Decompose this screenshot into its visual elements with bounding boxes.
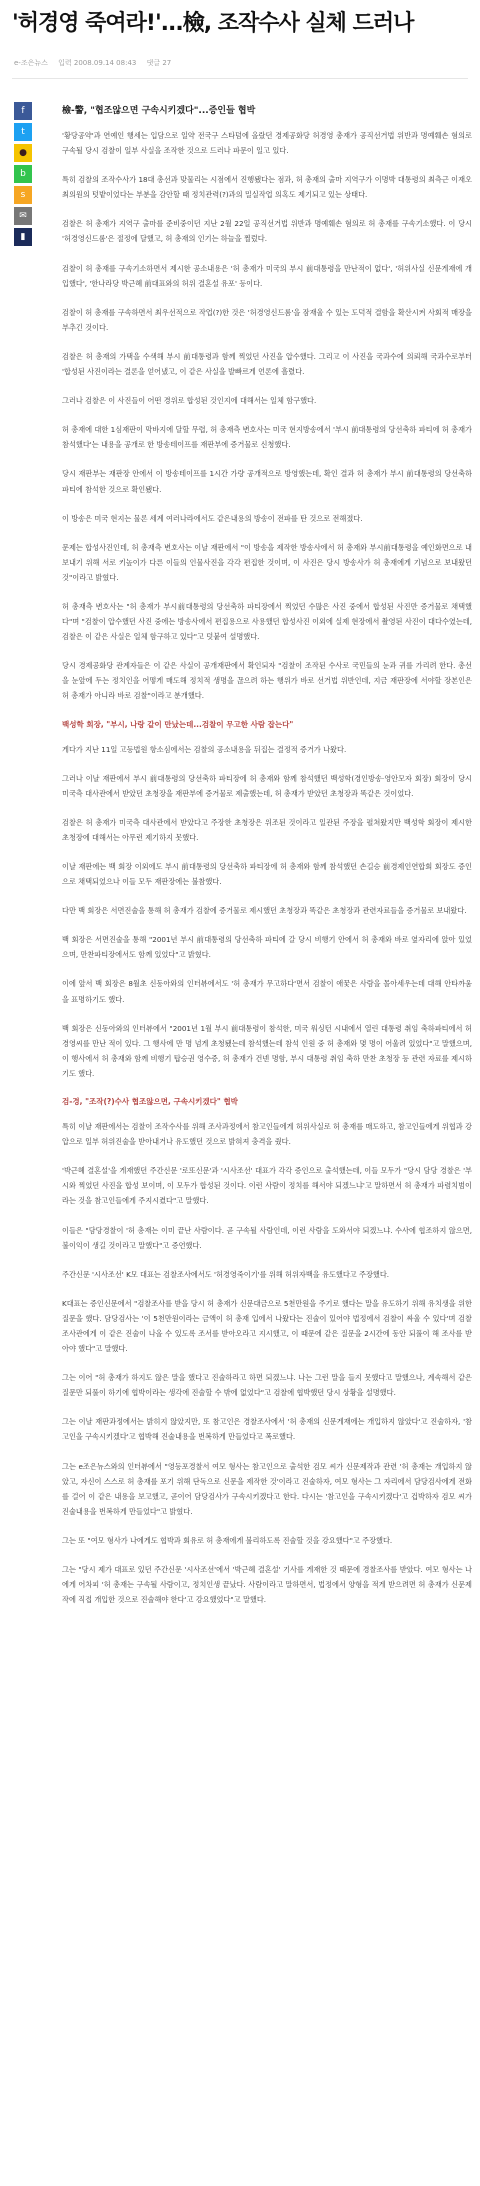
paragraph: 이에 앞서 백 회장은 8월초 신동아와의 인터뷰에서도 '허 총재가 무고하다'면서 검찰이 애꿎은 사람을 몰아세우는데 대해 안타까움을 표명하기도 했다. bbox=[62, 979, 472, 1004]
paragraph: 게다가 지난 11일 고등법원 항소심에서는 검찰의 공소내용을 뒤집는 결정적 증거가 나왔다. bbox=[62, 744, 347, 754]
paragraph: 이 방송은 미국 현지는 물론 세계 여러나라에서도 같은내용의 방송이 전파를 탄 것으로 전해졌다. bbox=[62, 513, 363, 523]
paragraph: 검찰은 허 총재의 가택을 수색해 부시 前대통령과 함께 찍었던 사진을 압수했다. 그리고 이 사진을 국과수에 의뢰해 국과수로부터 '합성된 사진이라는 결론을 얻어냈고, 이 같은 사실을 발빠르게 언론에 흘렸다. bbox=[62, 351, 472, 377]
paragraph: 검찰은 허 총재가 지역구 출마를 준비중이던 지난 2월 22일 공직선거법 위반과 명예훼손 혐의로 허 총재를 구속기소했다. 이 당시 '허경영신드롬'은 절정에 달했고, 허 총재의 인기는 하늘을 찔렀다. bbox=[62, 219, 472, 244]
paragraph: 그는 또 "여모 형사가 나에게도 협박과 회유로 허 총재에게 불리하도록 진술할 것을 강요했다"고 주장했다. bbox=[62, 1535, 393, 1545]
section-heading: 검-경, "조작(?)수사 협조않으면, 구속시키겠다" 협박 bbox=[62, 1097, 238, 1107]
paragraph: 검찰이 허 총재를 구속기소하면서 제시한 공소내용은 '허 총재가 미국의 부시 前대통령을 만난적이 없다', '허위사실 신문게재에 개입했다', '한나라당 박근혜 前대표와의 허위 결혼설 유포' 등이다. bbox=[62, 263, 472, 288]
paragraph: 특히 검찰의 조작수사가 18대 총선과 맞물리는 시점에서 진행됐다는 점과, 허 총재의 출마 지역구가 이명박 대통령의 최측근 이재오 최의원의 텃밭이었다는 부분을 감안할 때 정치관력(?)과의 밀실작업 의혹도 제기되고 있는 상태다. bbox=[62, 175, 472, 200]
paragraph: 주간신문 '시사조선' K모 대표는 검찰조사에서도 '허경영죽이기'를 위해 허위자백을 유도했다고 주장했다. bbox=[62, 1269, 390, 1279]
email-icon[interactable]: ✉ bbox=[14, 207, 32, 225]
article-meta bbox=[14, 56, 314, 70]
paragraph: 그는 이어 "허 총재가 하지도 않은 말을 했다고 진술하라고 하면 되겠느냐. 나는 그런 말을 들지 못했다고 말했으나, 계속해서 같은 질문만 되풀이 하기에 협박이라는 생각에 진술할 수 밖에 없었다"고 검찰에 협박했던 당시 상황을 설명했다. bbox=[62, 1373, 472, 1398]
kakaotalk-icon[interactable]: ● bbox=[14, 144, 32, 162]
paragraph: 검찰이 허 총재를 구속하면서 최우선적으로 작업(?)한 것은 '허경영신드롬'을 잠재울 수 있는 도덕적 결함을 확산시켜 사회적 매장을 부추긴 것이다. bbox=[62, 307, 472, 332]
paragraph: 당시 경제공화당 관계자들은 이 같은 사실이 공개재판에서 확인되자 "검찰이 조작된 수사로 국민들의 눈과 귀를 가리려 한다. 총선을 눈앞에 두는 정치인을 어떻게 매도해 정치적 생명을 끊으려 하는 행위가 바로 선거법 위반인데, 지금 재판장에 서야할 장본인은 허 총재가 아니라 바로 검찰"이라고 분개했다. bbox=[62, 661, 472, 701]
share-bar bbox=[14, 102, 32, 249]
paragraph: 이날 재판에는 백 회장 이외에도 부시 前대통령의 당선축하 파티장에 허 총재와 함께 참석했던 손길승 前경제인연합회 회장도 증인으로 채택되었으나 이들 모두 재판장에는 불참했다. bbox=[62, 862, 472, 887]
publish-date: 입력 2008.09.14 08:43 bbox=[58, 59, 137, 67]
paragraph: 그러나 검찰은 이 사진들이 어떤 경위로 합성된 것인지에 대해서는 일체 함구했다. bbox=[62, 396, 317, 406]
paragraph: 이들은 "담당경찰이 '허 총재는 이미 끝난 사람이다. 곧 구속될 사람인데, 이런 사람을 도와서야 되겠느냐. 수사에 협조하지 않으면, 불이익이 생길 것이라고 말했다"고 증언했다. bbox=[62, 1225, 472, 1250]
paragraph: K대표는 증인신문에서 "검찰조사를 받을 당시 허 총재가 신문대금으로 5천만원을 주기로 했다는 말을 유도하기 위해 유치생을 위한 질문을 했다. 담당검사는 '이 5천만원이라는 금액이 허 총재 입에서 나왔다는 진술이 있어야 법정에서 검찰이 싸울 수 있다'며 검찰조사관에게 이 같은 진술이 나올 수 있도록 조서를 받아오라고 지시했고, 이 때문에 같은 질문을 2시간에 동안 되풀이 해 조사를 받아야 했다"고 말했다. bbox=[62, 1298, 472, 1354]
article-body bbox=[62, 104, 472, 1621]
title-divider bbox=[12, 78, 468, 79]
facebook-icon[interactable]: f bbox=[14, 102, 32, 120]
paragraph: 그는 "당시 제가 대표로 있던 주간신문 '시사조선'에서 '박근혜 결혼설' 기사를 게재한 것 때문에 경찰조사를 받았다. 여모 형사는 나에게 어차피 '허 총재는 구속될 사람이고, 정치인생 끝났다. 사람이라고 말하면서, 법정에서 양형을 적게 받으려면 허 총재가 신문제작에 직접 개입한 것으로 진술해야 한다'고 강요했었다"고 말했다. bbox=[62, 1565, 472, 1605]
paragraph: 백 회장은 서면진술을 통해 "2001년 부시 前대통령의 당선축하 파티에 갈 당시 비행기 안에서 허 총재와 바로 옆자리에 앉아 있었으며, 만찬파티장에서도 함께 있었다"고 밝혔다. bbox=[62, 935, 472, 960]
paragraph: 허 총재에 대한 1심재판이 막바지에 달할 무렵, 허 총재측 변호사는 미국 현지방송에서 '부시 前대통령의 당선축하 파티에 허 총재가 참석했다'는 내용을 공개로 한 방송테이프를 재판부에 증거물로 신청했다. bbox=[62, 425, 472, 450]
section-heading: 백성학 회장, "부시, 나랑 같이 만났는데...검찰이 무고한 사람 잡는다" bbox=[62, 719, 294, 729]
paragraph: 백 회장은 신동아와의 인터뷰에서 "2001년 1월 부시 前대통령이 참석한, 미국 워싱턴 시내에서 열린 대통령 취임 축하파티에서 허경영씨를 만난 적이 있다. 그 행사에 만 명 넘게 초청됐는데 참석했는데 참석 인원 중 허 총재와 몇 명이 어울려 있었다"고 말했으며, 이 행사에서 허 총재와 함께 비행기 탑승권 영수증, 허 총재가 건넨 명함, 부시 대통령 취임 축하 만찬 초청장 등 관련 자료를 제시하기도 했다. bbox=[62, 1023, 472, 1078]
paragraph: 그는 이날 재판과정에서는 밝히지 않았지만, 또 참고인은 경찰조사에서 '허 총재의 신문게재에는 개입하지 않았다'고 진술하자, '참고인을 구속시키겠다'고 협박해 진술내용을 번복하게 만들었다고 폭로했다. bbox=[62, 1417, 472, 1442]
paragraph: 문제는 합성사진인데, 허 총재측 변호사는 이날 재판에서 "이 방송을 제작한 방송사에서 허 총재와 부시前대통령을 예인화면으로 내보내기 위해 서로 키높이가 다른 이들의 인물사진을 각각 편집한 것이며, 이 사진은 당시 방송사가 허 총재에게 기념으로 보내왔던 것"이라고 밝혔다. bbox=[62, 542, 472, 582]
paragraph: 특히 이날 재판에서는 검찰이 조작수사를 위해 조사과정에서 참고인들에게 허위사실로 허 총재를 매도하고, 참고인들에게 위협과 강압으로 일부 허위진술을 받아내거나 유도했던 것으로 밝혀져 충격을 줬다. bbox=[62, 1122, 472, 1147]
paragraph: '박근혜 결혼설'을 게재했던 주간신문 '로또신문'과 '시사조선' 대표가 각각 증인으로 출석했는데, 이들 모두가 "당시 담당 경찰은 '부시와 찍었던 사진을 합성 보이며, 이 모두가 합성된 것이다. 이런 사람이 정치를 해서야 되겠느냐'고 말하면서 허 총재가 파렴치범이라는 것을 참고인들에게 주지시켰다"고 말했다. bbox=[62, 1166, 472, 1206]
twitter-icon[interactable]: t bbox=[14, 123, 32, 141]
bookmark-icon[interactable]: ▮ bbox=[14, 228, 32, 246]
paragraph: 그는 e조은뉴스와의 인터뷰에서 "영등포경찰서 여모 형사는 참고인으로 출석한 검모 씨가 신문제작과 관련 '허 총재는 개입하지 않았고, 자신이 스스로 허 총재를 포기 위해 단독으로 신문을 제작한 것'이라고 진술하자, 여모 형사는 그 자리에서 담당검사에게 전화를 걸어 이 같은 내용을 보고했고, 곧이어 담당검사가 구속시키겠다고 한다. 다시는 '참고인을 구속시키겠다'고 겁박하자 검모 씨가 진술내용을 번복하게 만들었다"고 밝혔다. bbox=[62, 1461, 472, 1516]
paragraph: 검찰은 허 총재가 미국측 대사관에서 받았다고 주장한 초청장은 위조된 것이라고 일관된 주장을 펼쳐왔지만 백성학 회장이 제시한 초청장에 대해서는 아무런 제기하지 못했다. bbox=[62, 817, 472, 842]
naver-band-icon[interactable]: b bbox=[14, 165, 32, 183]
kakaostory-icon[interactable]: s bbox=[14, 186, 32, 204]
paragraph: '황당공약'과 연예인 행세는 입담으로 일약 전국구 스타덤에 올랐던 경제공화당 허경영 총재가 공직선거법 위반과 명예훼손 혐의로 구속될 당시 검찰이 일부 사실을 조작한 것으로 드러나 파문이 일고 있다. bbox=[62, 131, 472, 156]
comment-count[interactable]: 댓글 27 bbox=[146, 59, 172, 67]
article-subtitle: 檢-警, "협조않으면 구속시키겠다"...증인들 협박 bbox=[62, 106, 256, 116]
paragraph: 당시 재판부는 재판장 안에서 이 방송테이프를 1시간 가량 공개적으로 방영했는데, 확인 결과 허 총재가 부시 前대통령의 당선축하 파티에 참석한 것으로 확인됐다. bbox=[62, 469, 472, 494]
article-title: '허경영 죽여라!'...檢, 조작수사 실체 드러나 bbox=[12, 11, 414, 36]
paragraph: 다만 백 회장은 서면진술을 통해 허 총재가 검찰에 증거물로 제시했던 초청장과 똑같은 초청장과 관련자료들을 증거물로 보내왔다. bbox=[62, 906, 467, 916]
paragraph: 그러나 이날 재판에서 부시 前대통령의 당선축하 파티장에 허 총재와 함께 참석했던 백성학(경인방송·영안모자 회장) 회장이 당시 미국측 대사관에서 받았던 초청장을 재판부에 증거물로 제출했는데, 허 총재가 받았던 초청장과 똑같은 것이었다. bbox=[62, 773, 472, 798]
paragraph: 허 총재측 변호사는 "허 총재가 부시前대통령의 당선축하 파티장에서 찍었던 수많은 사진 중에서 합성된 사진만 증거물로 채택했다"며 "검찰이 압수했던 사진 중에는 방송사에서 편집용으로 사용했던 합성사진 이외에 실제 현장에서 촬영된 사진이 대다수였는데, 검찰은 이 같은 사실은 일체 함구하고 있다"고 덧붙여 설명했다. bbox=[62, 601, 472, 642]
author: e-조은뉴스 bbox=[14, 59, 48, 67]
